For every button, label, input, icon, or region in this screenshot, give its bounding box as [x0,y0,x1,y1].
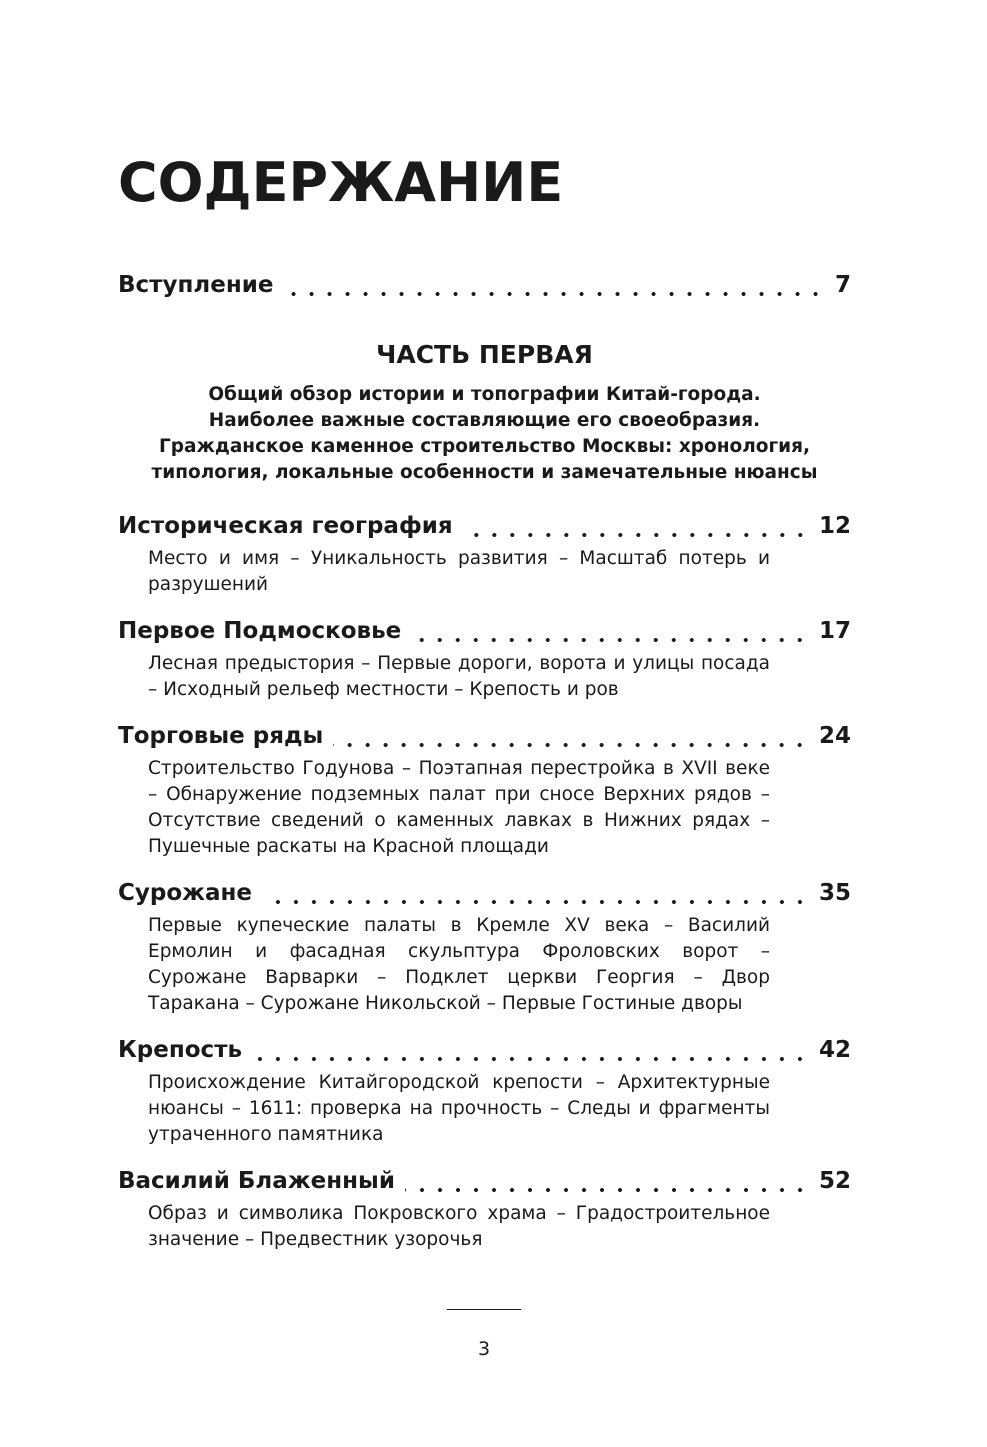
toc-entry-title: Вступление [118,268,283,302]
part-subtitle-line: Гражданское каменное строительство Москвы: хронология, [158,436,811,457]
footer-rule [447,1309,521,1310]
dot-leader [283,268,825,302]
toc-entry[interactable] [118,1033,851,1067]
part-subtitle-line: Общий обзор истории и топографии Китай-города. [208,384,761,405]
toc-entry-title: Крепость [118,1033,252,1067]
toc-entry-title: Торговые ряды [118,719,333,753]
dot-leader [405,1164,809,1198]
toc-entry-intro[interactable] [118,268,851,302]
part-subtitle-line: типология, локальные особенности и замечательные нюансы [151,462,818,483]
dot-leader [463,509,809,543]
part-subtitle [118,382,851,486]
toc-entry[interactable] [118,614,851,648]
toc-entry-page: 17 [809,614,851,648]
toc-entry[interactable] [118,876,851,910]
part-heading: ЧАСТЬ ПЕРВАЯ [376,340,593,369]
dot-leader [252,1033,809,1067]
toc-entry-title: Историческая география [118,509,463,543]
toc-entry-description: Место и имя – Уникальность развития – Масштаб потерь и разрушений [148,548,770,595]
toc-entry-page: 35 [809,876,851,910]
toc-entry-page: 7 [825,268,851,302]
dot-leader [333,719,809,753]
toc-entry-page: 52 [809,1164,851,1198]
dot-leader [411,614,809,648]
part-subtitle-line: Наиболее важные составляющие его своеобразия. [208,410,761,431]
toc-entry-description: Образ и символика Покровского храма – Градостроительное значение – Предвестник узорочья [148,1203,770,1250]
toc-entry-description: Лесная предыстория – Первые дороги, ворота и улицы посада – Исходный рельеф местности – Крепость и ров [148,653,770,700]
toc-entry[interactable] [118,509,851,543]
page-title: СОДЕРЖАНИЕ [118,151,564,214]
toc-entry-page: 42 [809,1033,851,1067]
toc-entry-description: Происхождение Китайгородской крепости – Архитектурные нюансы – 1611: проверка на прочность – Следы и фрагменты утраченного памятника [148,1072,770,1145]
toc-entry-description: Первые купеческие палаты в Кремле XV века – Василий Ермолин и фасадная скульптура Фроловских ворот – Сурожане Варварки – Подклет церкви Георгия – Двор Таракана – Сурожане Никольской – Первые Гостиные дворы [148,915,770,1014]
toc-entry[interactable] [118,719,851,753]
toc-entry-title: Василий Блаженный [118,1164,405,1198]
page-number: 3 [477,1338,491,1360]
toc-entry-page: 12 [809,509,851,543]
toc-entry-description: Строительство Годунова – Поэтапная перестройка в XVII веке – Обнаружение подземных палат при сносе Верхних рядов – Отсутствие сведений о каменных лавках в Нижних рядах – Пушечные раскаты на Красной площади [148,758,770,857]
toc-entry-page: 24 [809,719,851,753]
toc-entry-title: Первое Подмосковье [118,614,411,648]
toc-entry[interactable] [118,1164,851,1198]
dot-leader [262,876,809,910]
toc-entry-title: Сурожане [118,876,262,910]
